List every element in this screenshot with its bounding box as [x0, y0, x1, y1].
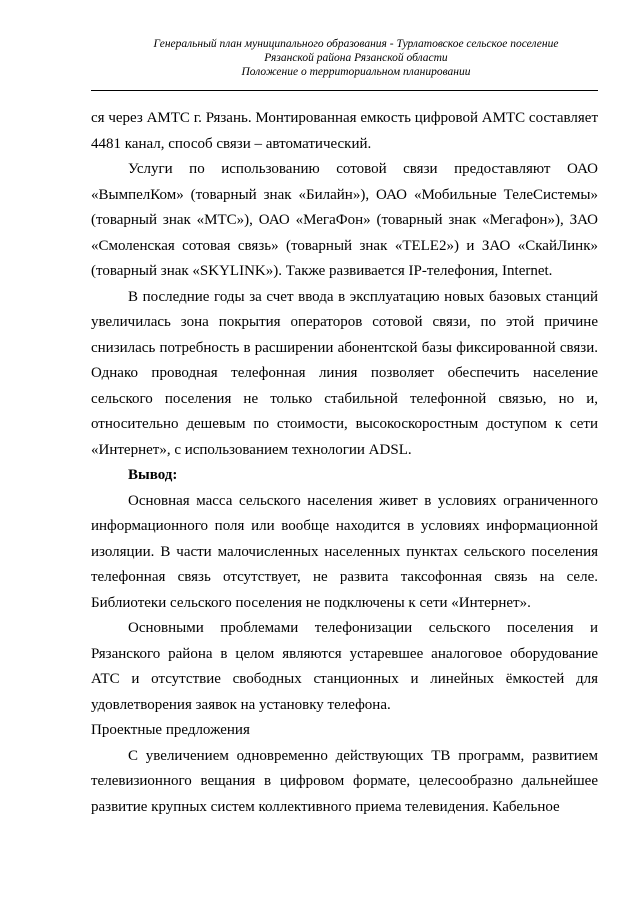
header-region-line: Рязанской района Рязанской области — [264, 52, 448, 64]
page-header — [96, 37, 616, 79]
proposals-heading: Проектные предложения — [91, 722, 250, 738]
paragraph-continuation: ся через АМТС г. Рязань. Монтированная емкость цифровой АМТС составляет 4481 канал, способ связи – автоматический. — [91, 110, 598, 152]
header-divider — [91, 90, 598, 91]
header-title-line: Генеральный план муниципального образования - Турлатовское сельское поселение — [153, 38, 559, 50]
paragraph-information-isolation: Основная масса сельского населения живет в условиях ограниченного информационного поля или вообще находится в условиях информационной изоляции. В части малочисленных населенных пунктах сельского поселения телефонная связь отсутствует, не развита таксофонная связь на селе. Библиотеки сельского поселения не подключены к сети «Интернет». — [91, 492, 598, 611]
header-subtitle-line: Положение о территориальном планировании — [241, 66, 471, 78]
paragraph-cellular-operators: Услуги по использованию сотовой связи предоставляют ОАО «ВымпелКом» (товарный знак «Билайн»), ОАО «Мобильные ТелеСистемы» (товарный знак «МТС»), ОАО «МегаФон» (товарный знак «Мегафон»), ЗАО «Смоленская сотовая связь» (товарный знак «TELE2») и ЗАО «СкайЛинк» (товарный знак «SKYLINK»). Также развивается IP-телефония, Internet. — [91, 161, 598, 279]
document-body — [91, 106, 598, 820]
paragraph-tv-proposals: С увеличением одновременно действующих ТВ программ, развитием телевизионного вещания в цифровом формате, целесообразно дальнейшее развитие крупных систем коллективного приема телевидения. Кабельное — [91, 747, 598, 815]
paragraph-coverage: В последние годы за счет ввода в эксплуатацию новых базовых станций увеличилась зона покрытия операторов сотовой связи, по этой причине снизилась потребность в расширении абонентской базы фиксированной связи. Однако проводная телефонная линия позволяет обеспечить население сельского поселения не только стабильной телефонной связью, но и, относительно дешевым по стоимости, высокоскоростным доступом к сети «Интернет», с использованием технологии ADSL. — [91, 288, 598, 458]
conclusion-heading: Вывод: — [128, 467, 178, 483]
paragraph-telephony-problems: Основными проблемами телефонизации сельского поселения и Рязанского района в целом являются устаревшее аналоговое оборудование АТС и отсутствие свободных станционных и линейных ёмкостей для удовлетворения заявок на установку телефона. — [91, 620, 598, 713]
